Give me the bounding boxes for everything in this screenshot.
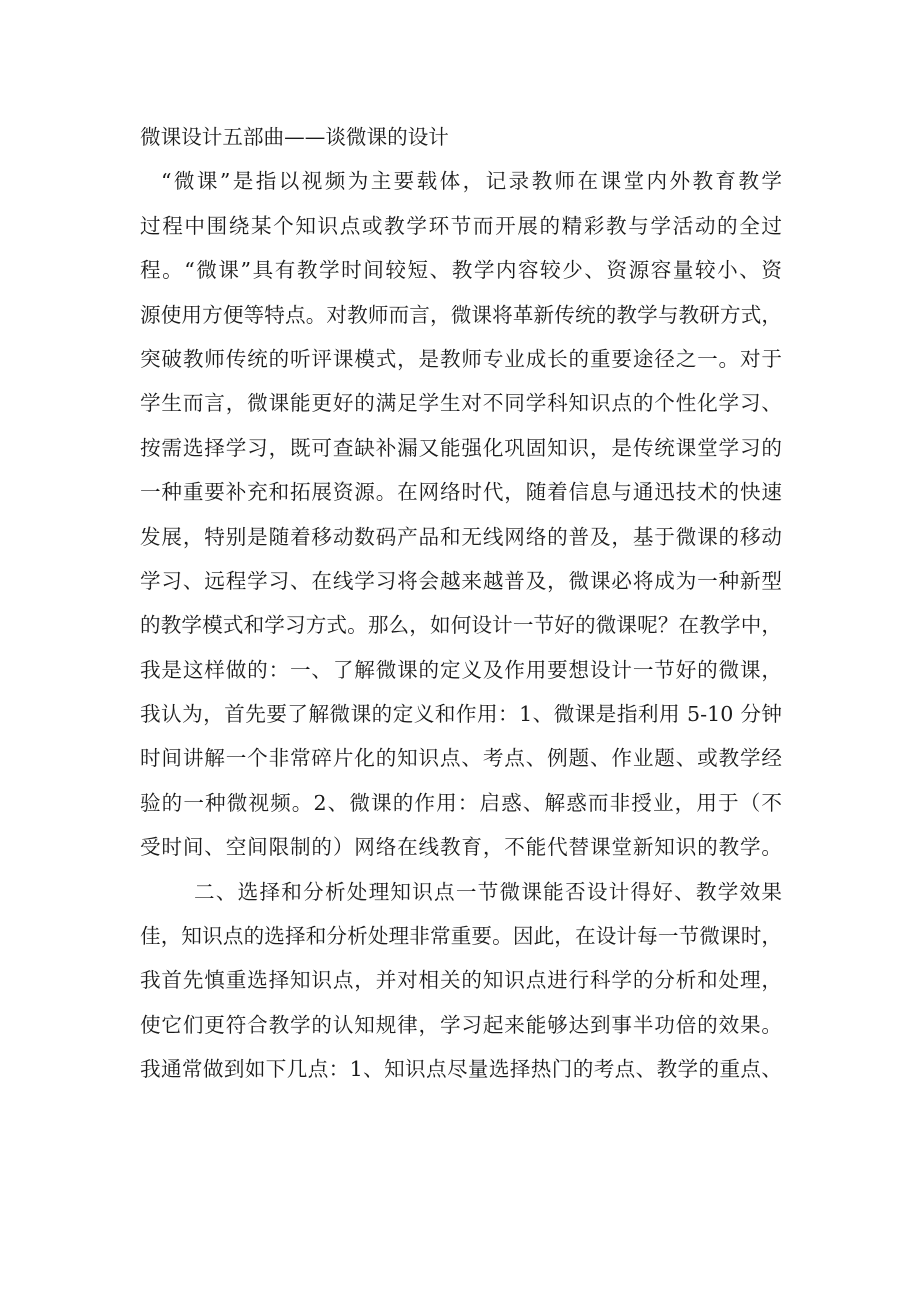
paragraph-line: 二、选择和分析处理知识点一节微课能否设计得好、教学效果 [194,879,782,904]
paragraph-line: 学生而言，微课能更好的满足学生对不同学科知识点的个性化学习、 [140,391,782,416]
paragraph-line: 我认为，首先要了解微课的定义和作用：1、微课是指利用 5-10 分钟 [140,702,782,727]
document-page [140,122,782,1099]
paragraph-line: 使它们更符合教学的认知规律，学习起来能够达到事半功倍的效果。 [140,1012,782,1037]
paragraph-line: 程。“微课”具有教学时间较短、教学内容较少、资源容量较小、资 [140,258,782,283]
paragraph-line: 我是这样做的：一、了解微课的定义及作用要想设计一节好的微课， [140,657,782,682]
paragraph-line: 按需选择学习，既可查缺补漏又能强化巩固知识，是传统课堂学习的 [140,435,782,460]
paragraph-line: 我通常做到如下几点：1、知识点尽量选择热门的考点、教学的重点、 [140,1057,782,1082]
paragraph-line: 时间讲解一个非常碎片化的知识点、考点、例题、作业题、或教学经 [140,746,782,771]
document-title: 微课设计五部曲——谈微课的设计 [140,125,449,149]
paragraph-line: 佳，知识点的选择和分析处理非常重要。因此，在设计每一节微课时， [140,924,782,949]
paragraph-line: 过程中围绕某个知识点或教学环节而开展的精彩教与学活动的全过 [140,213,782,238]
paragraph-1 [140,166,782,876]
paragraph-line: “微课”是指以视频为主要载体，记录教师在课堂内外教育教学 [161,169,782,194]
paragraph-line: 受时间、空间限制的）网络在线教育，不能代替课堂新知识的教学。 [140,835,782,860]
paragraph-line: 突破教师传统的听评课模式，是教师专业成长的重要途径之一。对于 [140,346,782,371]
paragraph-line: 的教学模式和学习方式。那么，如何设计一节好的微课呢？在教学中， [140,613,782,638]
paragraph-line: 我首先慎重选择知识点，并对相关的知识点进行科学的分析和处理， [140,968,782,993]
paragraph-line: 发展，特别是随着移动数码产品和无线网络的普及，基于微课的移动 [140,524,782,549]
paragraph-line: 一种重要补充和拓展资源。在网络时代，随着信息与通迅技术的快速 [140,480,782,505]
paragraph-line: 源使用方便等特点。对教师而言，微课将革新传统的教学与教研方式， [140,302,782,327]
paragraph-line: 学习、远程学习、在线学习将会越来越普及，微课必将成为一种新型 [140,568,782,593]
paragraph-line: 验的一种微视频。2、微课的作用：启惑、解惑而非授业，用于（不 [140,790,782,815]
paragraph-2 [140,877,782,1099]
